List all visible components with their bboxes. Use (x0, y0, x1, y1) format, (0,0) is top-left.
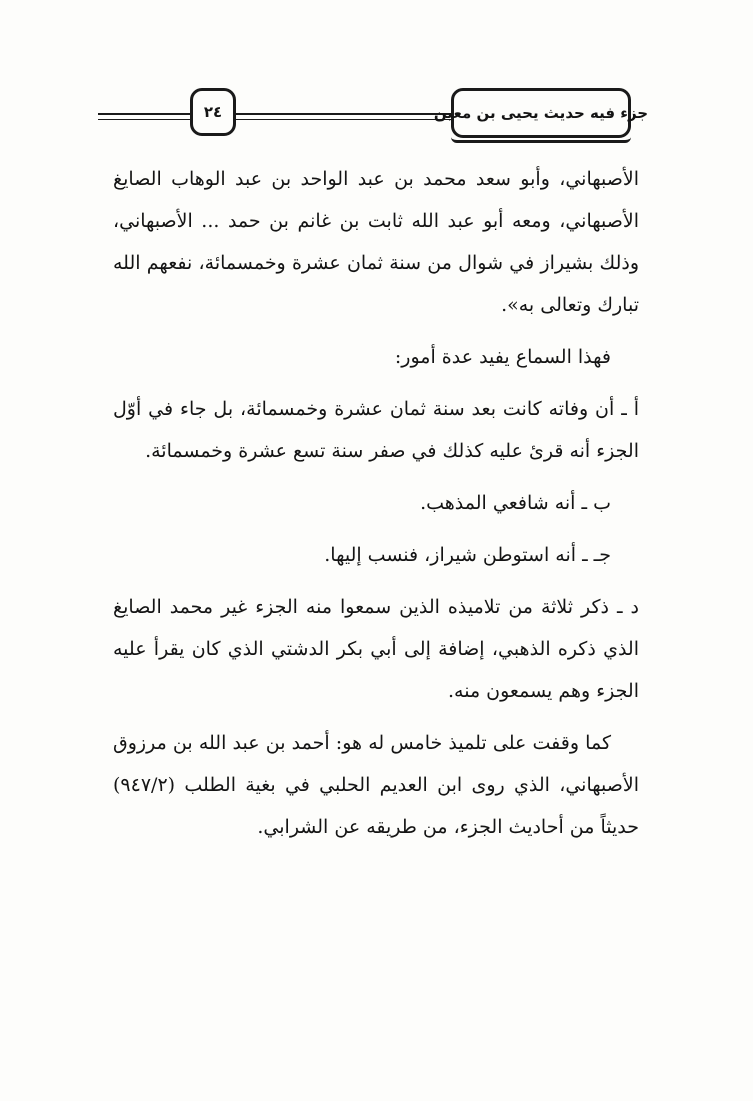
header-rule-left-bottom (98, 119, 192, 120)
item-c-paragraph: جـ ـ أنه استوطن شيراز، فنسب إليها. (324, 544, 611, 566)
header-rule-middle-top (236, 113, 452, 115)
item-b-paragraph: ب ـ أنه شافعي المذهب. (420, 492, 611, 514)
closing-paragraph: كما وقفت على تلميذ خامس له هو: أحمد بن عبد الله بن مرزوق الأصبهاني، الذي روى ابن العديم الحلبي في بغية الطلب (٩٤٧/٢) حديثاً من أحاديث الجزء، من طريقه عن الشرابي. (113, 732, 639, 838)
item-a-paragraph: أ ـ أن وفاته كانت بعد سنة ثمان عشرة وخمسمائة، بل جاء في أوّل الجزء أنه قرئ عليه كذلك في صفر سنة تسع عشرة وخمسمائة. (113, 398, 639, 462)
page-body (113, 158, 639, 848)
header-rule-middle-bottom (236, 119, 452, 120)
header-rule-left-top (98, 113, 192, 115)
book-title: جزء فيه حديث يحيى بن معين (451, 88, 631, 138)
lead-in-paragraph: فهذا السماع يفيد عدة أمور: (394, 346, 611, 368)
page-number: ٢٤ (190, 88, 236, 136)
intro-paragraph: الأصبهاني، وأبو سعد محمد بن عبد الواحد بن عبد الوهاب الصايغ الأصبهاني، ومعه أبو عبد الله ثابت بن غانم بن حمد ... الأصبهاني، وذلك بشيراز في شوال من سنة ثمان عشرة وخمسمائة، نفعهم الله تبارك وتعالى به». (113, 168, 639, 316)
item-d-paragraph: د ـ ذكر ثلاثة من تلاميذه الذين سمعوا منه الجزء غير محمد الصايغ الذي ذكره الذهبي، إضافة إلى أبي بكر الدشتي الذي كان يقرأ عليه الجزء وهم يسمعون منه. (113, 596, 639, 702)
page-header (0, 0, 753, 150)
